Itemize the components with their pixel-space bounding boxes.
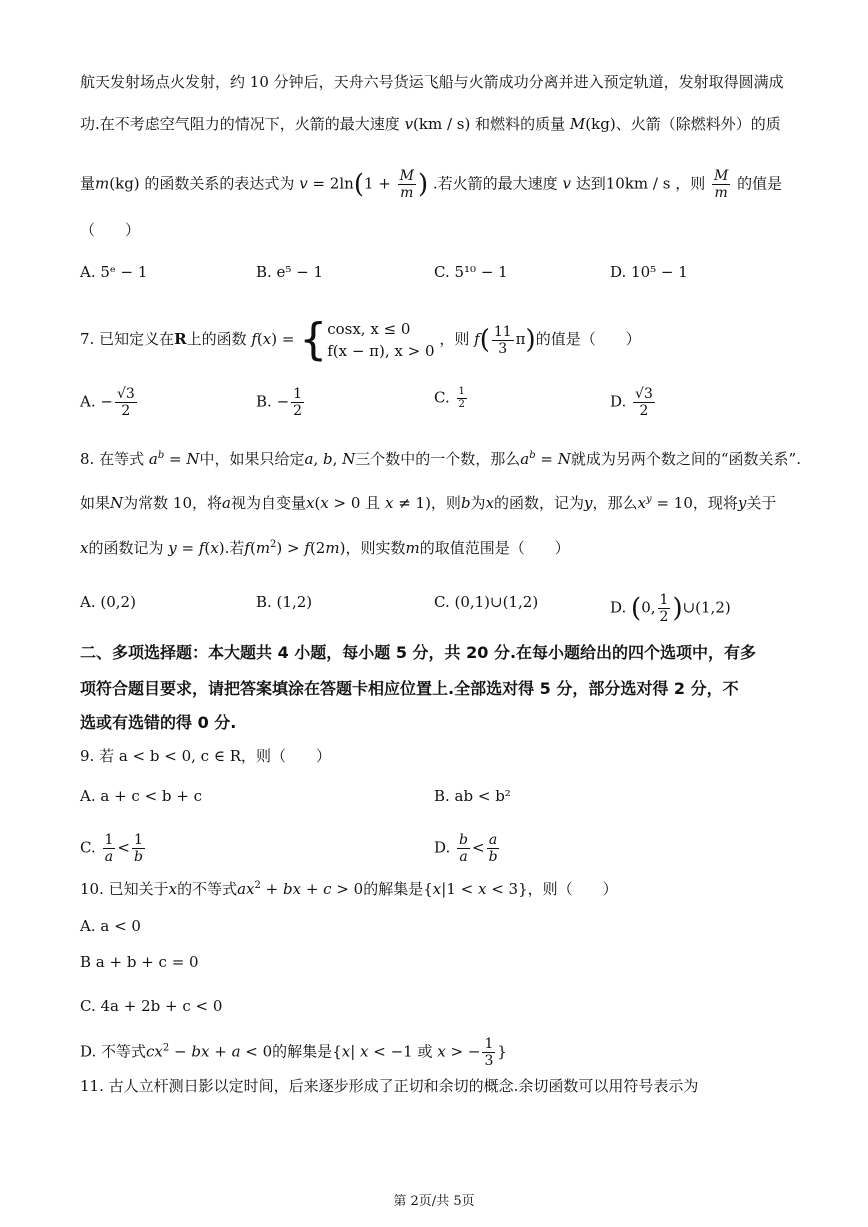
q7-text: 的值是（ ） bbox=[535, 330, 641, 348]
fraction: $\frac{M}{m}$ bbox=[714, 168, 729, 201]
q7-option-d[interactable] bbox=[610, 386, 657, 419]
q6-option-b[interactable]: B. e⁵ − 1 bbox=[256, 263, 324, 281]
fraction: $\frac{√3}{2}$ bbox=[635, 386, 653, 419]
q10-text: ，则（ ） bbox=[527, 880, 618, 898]
q10-option-a[interactable]: A. a < 0 bbox=[80, 917, 141, 935]
page-footer: 第 2页/共 5页 bbox=[393, 1194, 475, 1209]
q6-line3: 量m(kg) 的函数关系的表达式为 v = 2ln(1 + $\frac{M}{m}$ ) .若火箭的最大速度 v 达到10km / s ，则 $\frac{M}{m}$ 的值是 bbox=[80, 168, 783, 201]
section-heading-line1: 二、多项选择题：本大题共 4 小题，每小题 5 分，共 20 分.在每小题给出的四个选项中，有多 bbox=[80, 643, 757, 662]
q9-stem: 9. 若 a < b < 0, c ∈ R，则（ ） bbox=[80, 747, 332, 765]
q10-text: 10. 已知关于 bbox=[80, 880, 169, 898]
fraction: $\frac{1}{2}$ bbox=[293, 386, 303, 419]
option-letter: A. bbox=[80, 392, 96, 411]
q9-option-a[interactable]: A. a + c < b + c bbox=[80, 787, 203, 805]
q10-option-d[interactable]: D. 不等式$cx^2$ − bx + a < 0的解集是{x| x < −1 或 x > − $\frac{1}{3}$ } bbox=[80, 1036, 507, 1069]
q8-text: ，现将 bbox=[692, 494, 738, 512]
q8-text: ，则实数 bbox=[345, 539, 406, 557]
q8-text: 就成为另两个数之间的“函数关系”. bbox=[570, 450, 801, 468]
option-letter: C. bbox=[434, 388, 450, 407]
q8-line1: 8. 在等式 $a^b = N$中，如果只给定a, b, N三个数中的一个数，那么$a^b = N$就成为另两个数之间的“函数关系”. bbox=[80, 450, 801, 468]
q6-text: 、火箭（除燃料外）的质 bbox=[615, 115, 781, 133]
q6-text: 达到 bbox=[575, 174, 606, 193]
q6-text: .若火箭的最大速度 bbox=[432, 174, 558, 193]
q8-text: 的函数，记为 bbox=[494, 494, 585, 512]
q6-line2: 功.在不考虑空气阻力的情况下，火箭的最大速度 v(km / s) 和燃料的质量 M(kg)、火箭（除燃料外）的质 bbox=[80, 115, 781, 133]
fraction: $\frac{√3}{2}$ bbox=[116, 386, 135, 419]
q8-line2: 如果N为常数 10，将a视为自变量x(x > 0 且 x ≠ 1)，则b为x的函数，记为y，那么$x^y = 10$，现将y关于 bbox=[80, 494, 777, 512]
q7-option-c[interactable] bbox=[434, 386, 469, 411]
piecewise-cases bbox=[327, 318, 434, 362]
q8-text: 视为自变量 bbox=[230, 494, 306, 512]
q8-text: 中，如果只给定 bbox=[199, 450, 305, 468]
case-2: f(x − π), x > 0 bbox=[327, 342, 435, 360]
q6-text: 功.在不考虑空气阻力的情况下，火箭的最大速度 bbox=[80, 115, 400, 133]
fraction: $\frac{1}{2}$ bbox=[659, 592, 669, 625]
q10-text: 的不等式 bbox=[177, 880, 238, 898]
q8-option-d[interactable]: D. (0, $\frac{1}{2}$ )∪(1,2) bbox=[610, 592, 731, 625]
q8-text: 关于 bbox=[746, 494, 777, 512]
fraction: $\frac{1}{a}$ bbox=[104, 832, 114, 865]
q7-option-a[interactable]: A. − $\frac{√3}{2}$ bbox=[80, 386, 135, 419]
q8-text: 的取值范围是（ ） bbox=[419, 539, 570, 557]
q6-text: 和燃料的质量 bbox=[475, 115, 566, 133]
q6-text: 量 bbox=[80, 174, 96, 193]
q6-option-c[interactable]: C. 5¹⁰ − 1 bbox=[434, 263, 508, 281]
q8-text: 如果 bbox=[80, 494, 111, 512]
q7-option-b[interactable]: B. − $\frac{1}{2}$ bbox=[256, 386, 303, 419]
case-1: cosx, x ≤ 0 bbox=[327, 320, 411, 338]
q7-text: ，则 bbox=[439, 330, 470, 348]
q10-stem: 10. 已知关于x的不等式$ax^2$ + bx + c > 0的解集是{x|1 < x < 3}，则（ ） bbox=[80, 880, 618, 898]
q6-option-a[interactable]: A. 5ᵉ − 1 bbox=[80, 263, 148, 281]
q8-text: 8. 在等式 bbox=[80, 450, 145, 468]
q8-text: ，那么 bbox=[592, 494, 638, 512]
q8-line3: x的函数记为 y = f(x).若$f(m^2) > f(2m)$，则实数m的取值范围是（ ） bbox=[80, 539, 570, 557]
q6-paren: （ ） bbox=[80, 221, 141, 239]
q10-text: 的解集是 bbox=[363, 880, 424, 898]
q6-text: 的值是 bbox=[737, 174, 783, 193]
option-letter: D. bbox=[610, 598, 627, 617]
q6-text: 的函数关系的表达式为 bbox=[144, 174, 295, 193]
q8-text: ，则 bbox=[430, 494, 461, 512]
q7-text: 7. 已知定义在 bbox=[80, 330, 175, 348]
q10-text: 或 bbox=[417, 1042, 433, 1061]
q8-option-a[interactable]: A. (0,2) bbox=[80, 593, 136, 611]
q11-stem: 11. 古人立杆测日影以定时间，后来逐步形成了正切和余切的概念.余切函数可以用符号表示为 bbox=[80, 1077, 699, 1095]
option-letter: C. bbox=[80, 838, 96, 857]
q8-text: 为常数 10，将 bbox=[123, 494, 222, 512]
option-letter: B. bbox=[256, 392, 272, 411]
fraction: $\frac{1}{b}$ bbox=[134, 832, 143, 865]
fraction: $\frac{1}{3}$ bbox=[484, 1036, 494, 1069]
q9-option-b[interactable]: B. ab < b² bbox=[434, 787, 511, 805]
q10-option-c[interactable]: C. 4a + 2b + c < 0 bbox=[80, 997, 223, 1015]
fraction: $\frac{M}{m}$ bbox=[399, 168, 414, 201]
option-letter: D. bbox=[434, 838, 451, 857]
q8-text: 的函数记为 bbox=[88, 539, 164, 557]
q7-text: 上的函数 bbox=[186, 330, 247, 348]
q8-option-c[interactable]: C. (0,1)∪(1,2) bbox=[434, 593, 539, 611]
fraction: $\frac{11}{3}$ bbox=[493, 323, 512, 357]
q10-text: 的解集是 bbox=[272, 1042, 333, 1061]
q10-option-b[interactable]: B a + b + c = 0 bbox=[80, 953, 199, 971]
fraction: $\frac{a}{b}$ bbox=[488, 832, 498, 865]
q8-text: 三个数中的一个数，那么 bbox=[355, 450, 521, 468]
q8-text: 为 bbox=[470, 494, 486, 512]
q6-text: ，则 bbox=[675, 174, 706, 193]
q9-option-d[interactable]: D. $\frac{b}{a}$ < $\frac{a}{b}$ bbox=[434, 832, 498, 865]
q10-text: D. 不等式 bbox=[80, 1042, 147, 1061]
q8-text: .若 bbox=[224, 539, 245, 557]
fraction: $\frac{b}{a}$ bbox=[459, 832, 469, 865]
option-letter: D. bbox=[610, 392, 627, 411]
q8-option-b[interactable]: B. (1,2) bbox=[256, 593, 313, 611]
section-heading-line2: 项符合题目要求，请把答案填涂在答题卡相应位置上.全部选对得 5 分，部分选对得 2 分，不 bbox=[80, 679, 739, 698]
q6-line1: 航天发射场点火发射，约 10 分钟后，天舟六号货运飞船与火箭成功分离并进入预定轨道，发射取得圆满成 bbox=[80, 73, 784, 91]
q6-option-d[interactable]: D. 10⁵ − 1 bbox=[610, 263, 688, 281]
section-heading-line3: 选或有选错的得 0 分. bbox=[80, 713, 237, 732]
fraction: $\frac{1}{2}$ bbox=[458, 386, 465, 410]
q9-option-c[interactable]: C. $\frac{1}{a}$ < $\frac{1}{b}$ bbox=[80, 832, 143, 865]
q7-stem: 7. 已知定义在R上的函数 f(x) = { cosx, x ≤ 0 f(x − π), x > 0 ，则 f( $\frac{11}{3}$ π)的值是（ ） bbox=[80, 314, 641, 365]
